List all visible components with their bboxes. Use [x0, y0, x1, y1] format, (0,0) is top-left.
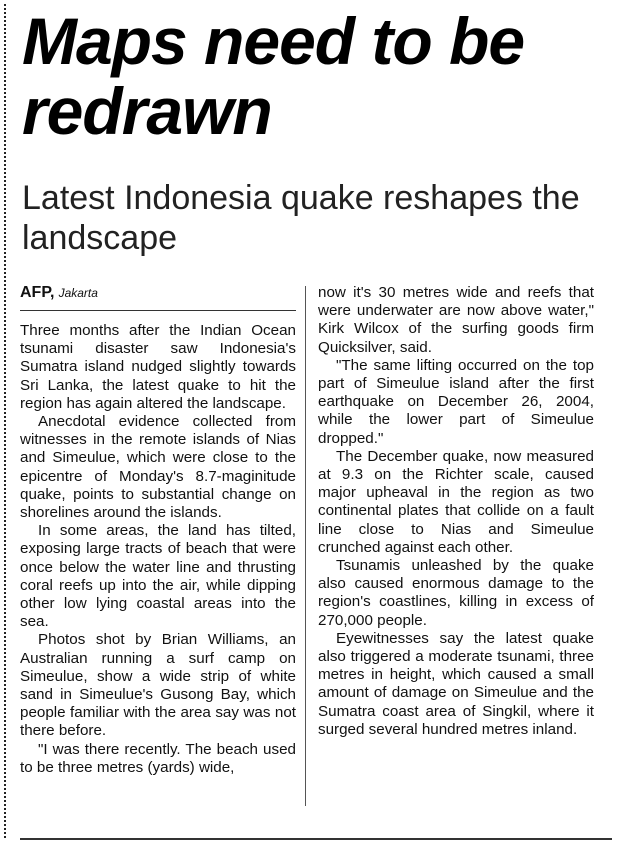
article-column-left: [20, 284, 296, 777]
subheadline: Latest Indonesia quake reshapes the landscape: [22, 179, 580, 257]
paragraph: Photos shot by Brian Williams, an Australian running a surf camp on Simeulue, show a wide strip of white sand in Simeulue's Gusong Bay, which people familiar with the area say was not there before.: [20, 631, 296, 740]
dotted-cut-line: [4, 4, 6, 838]
paragraph: now it's 30 metres wide and reefs that were underwater are now above water," Kirk Wilcox of the surfing goods firm Quicksilver, said.: [318, 284, 594, 356]
article-column-right: [318, 284, 594, 739]
column-divider: [305, 286, 306, 806]
byline-agency: AFP,: [20, 284, 55, 301]
paragraph: "I was there recently. The beach used to be three metres (yards) wide,: [20, 740, 296, 776]
paragraph: The December quake, now measured at 9.3 on the Richter scale, caused major upheaval in the region as two continental plates that collide on a fault line close to Nias and Simeulue crunched against each other.: [318, 447, 594, 556]
paragraph: Eyewitnesses say the latest quake also triggered a moderate tsunami, three metres in height, which caused a small amount of damage on Simeulue and the Sumatra coast area of Singkil, where it surged several hundred metres inland.: [318, 629, 594, 738]
paragraph: Anecdotal evidence collected from witnesses in the remote islands of Nias and Simeulue, which were close to the epicentre of Monday's 8.7-maginitude quake, points to substantial change on shorelines around the islands.: [20, 413, 296, 522]
paragraph: "The same lifting occurred on the top part of Simeulue island after the first earthquake on December 26, 2004, while the lower part of Simeulue dropped.": [318, 356, 594, 447]
paragraph: In some areas, the land has tilted, exposing large tracts of beach that were once below the water line and thrusting coral reefs up into the air, while dipping other low lying coastal areas into the sea.: [20, 522, 296, 631]
paragraph: Three months after the Indian Ocean tsunami disaster saw Indonesia's Sumatra island nudged slightly towards Sri Lanka, the latest quake to hit the region has again altered the landscape.: [20, 322, 296, 412]
byline-place: Jakarta: [58, 286, 98, 300]
headline: Maps need to be redrawn: [22, 4, 525, 148]
byline: [20, 284, 296, 311]
paragraph: Tsunamis unleashed by the quake also caused enormous damage to the region's coastlines, killing in excess of 270,000 people.: [318, 557, 594, 629]
bottom-rule: [20, 838, 612, 840]
